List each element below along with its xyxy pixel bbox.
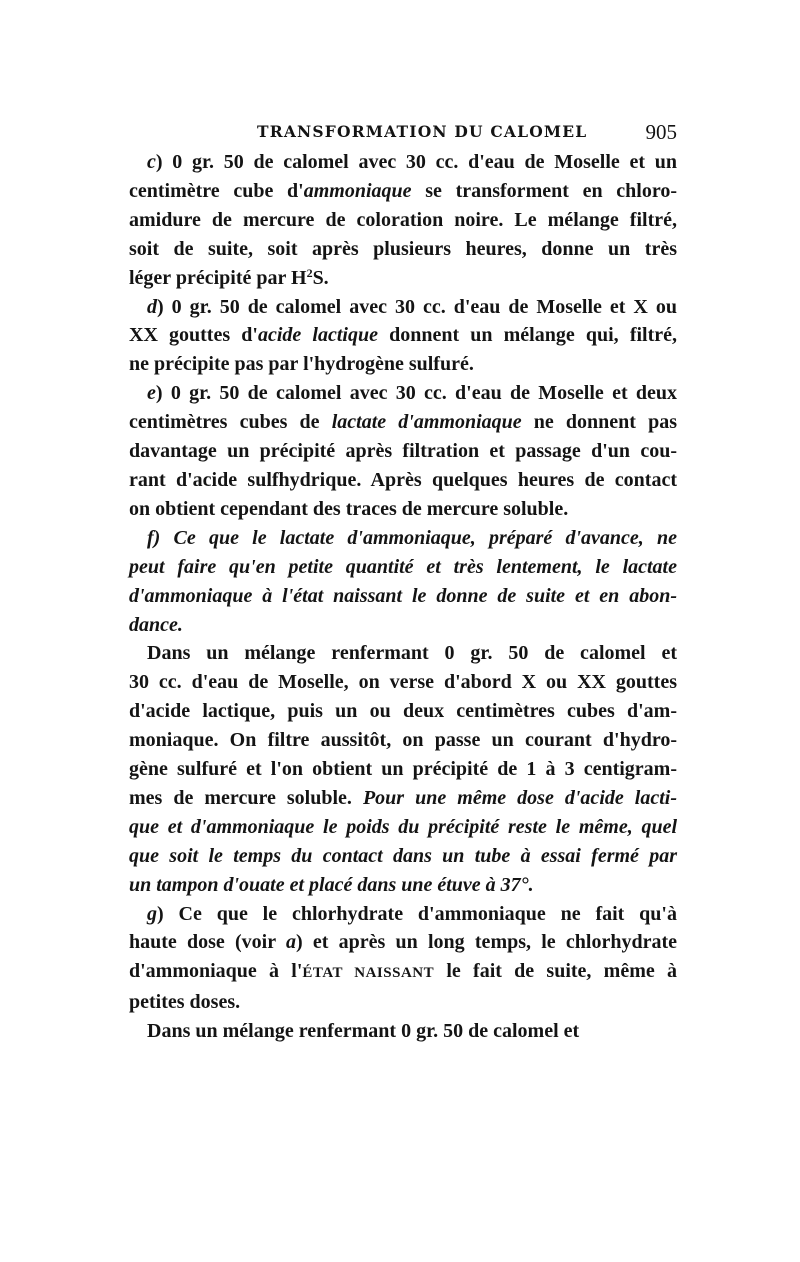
text-line <box>129 611 677 640</box>
paragraph-g <box>129 900 677 1018</box>
text-line <box>129 755 677 784</box>
paragraph-d <box>129 293 677 380</box>
text-line <box>129 148 677 177</box>
text-run: XX gouttes d' <box>129 324 258 347</box>
text-line <box>129 957 677 988</box>
text-run: Pour une même dose d'acide lacti- <box>362 786 677 809</box>
text-line <box>129 988 677 1017</box>
text-line <box>129 668 677 697</box>
text-run: d'ammoniaque à l'état naissant le donne de suite et en abon- <box>129 584 677 607</box>
text-run: ne précipite pas par l'hydrogène sulfuré. <box>129 353 474 376</box>
text-line <box>129 235 677 264</box>
running-title: TRANSFORMATION DU CALOMEL <box>257 122 588 141</box>
text-line <box>129 928 677 957</box>
text-run: se transforment en chloro- <box>411 179 677 202</box>
text-run: mes de mercure soluble. <box>129 786 363 809</box>
text-run: que soit le temps du contact dans un tube à essai fermé par <box>129 844 677 867</box>
text-line <box>129 408 677 437</box>
text-line <box>129 1017 677 1046</box>
paragraph-g-cont <box>129 1017 677 1046</box>
text-run: ammoniaque <box>303 179 412 202</box>
text-run: davantage un précipité après filtration et passage d'un cou- <box>129 440 677 463</box>
text-run: amidure de mercure de coloration noire. Le mélange filtré, <box>129 208 677 231</box>
text-run: que et d'ammoniaque le poids du précipité reste le même, quel <box>129 815 677 838</box>
text-run: rant d'acide sulfhydrique. Après quelques heures de contact <box>129 468 677 491</box>
text-line <box>129 582 677 611</box>
text-line <box>129 495 677 524</box>
text-run: ne donnent pas <box>521 411 678 434</box>
text-run: centimètres cubes de <box>129 411 332 434</box>
text-run: f) Ce que le lactate d'ammoniaque, préparé d'avance, ne <box>147 526 677 549</box>
text-line <box>129 350 677 379</box>
text-line <box>129 264 677 293</box>
text-run: a <box>285 931 296 954</box>
text-line <box>129 379 677 408</box>
text-run: d'acide lactique, puis un ou deux centimètres cubes d'am- <box>129 700 677 723</box>
text-run: donnent un mélange qui, filtré, <box>377 324 678 347</box>
text-run: un tampon d'ouate et placé dans une étuve à 37°. <box>129 873 534 896</box>
text-run: S. <box>312 266 329 289</box>
paragraph-f-cont <box>129 639 677 899</box>
text-line <box>129 726 677 755</box>
page-number: 905 <box>645 120 677 144</box>
paragraph-f <box>129 524 677 640</box>
text-run: lactate d'ammoniaque <box>331 411 522 434</box>
text-run: ÉTAT NAISSANT <box>302 965 435 982</box>
text-run: moniaque. On filtre aussitôt, on passe un courant d'hydro- <box>129 729 677 752</box>
page-header <box>129 118 677 146</box>
text-line <box>129 206 677 235</box>
text-line <box>129 813 677 842</box>
body-text <box>129 148 677 1046</box>
text-run: petites doses. <box>129 991 241 1014</box>
text-run: ) et après un long temps, le chlorhydrate <box>295 931 677 954</box>
paragraph-c <box>129 148 677 293</box>
text-line <box>129 697 677 726</box>
text-line <box>129 293 677 322</box>
text-run: peut faire qu'en petite quantité et très lentement, le lactate <box>129 555 677 578</box>
text-run: 30 cc. d'eau de Moselle, on verse d'abord X ou XX gouttes <box>129 671 677 694</box>
text-run: d <box>147 295 157 318</box>
text-run: le fait de suite, même à <box>434 960 677 983</box>
text-run: c <box>147 151 156 173</box>
text-run: ) 0 gr. 50 de calomel avec 30 cc. d'eau de Moselle et X ou <box>157 295 677 318</box>
text-run: ) Ce que le chlorhydrate d'ammoniaque ne fait qu'à <box>157 902 677 925</box>
text-run: dance. <box>129 613 183 636</box>
text-run: ) 0 gr. 50 de calomel avec 30 cc. d'eau de Moselle et un <box>155 151 677 173</box>
paragraph-e <box>129 379 677 524</box>
text-run: e <box>147 382 156 405</box>
text-line <box>129 842 677 871</box>
text-line <box>129 639 677 668</box>
text-line <box>129 437 677 466</box>
text-run: g <box>147 902 157 925</box>
text-run: d'ammoniaque à l' <box>129 960 303 983</box>
text-run: 2 <box>306 265 313 280</box>
text-line <box>129 524 677 553</box>
text-line <box>129 784 677 813</box>
text-run: centimètre cube d' <box>129 179 304 202</box>
text-line <box>129 871 677 900</box>
text-run: on obtient cependant des traces de mercure soluble. <box>129 497 569 520</box>
text-run: acide lactique <box>257 324 378 347</box>
text-run: ) 0 gr. 50 de calomel avec 30 cc. d'eau de Moselle et deux <box>155 382 677 405</box>
text-line <box>129 900 677 929</box>
text-line <box>129 321 677 350</box>
text-run: soit de suite, soit après plusieurs heures, donne un très <box>129 237 677 260</box>
text-run: haute dose (voir <box>129 931 286 954</box>
text-run: gène sulfuré et l'on obtient un précipité de 1 à 3 centigram- <box>129 758 677 781</box>
text-run: Dans un mélange renfermant 0 gr. 50 de calomel et <box>147 642 677 665</box>
text-line <box>129 553 677 582</box>
text-run: Dans un mélange renfermant 0 gr. 50 de calomel et <box>147 1020 580 1043</box>
text-run: léger précipité par H <box>129 266 307 289</box>
text-line <box>129 466 677 495</box>
text-line <box>129 177 677 206</box>
